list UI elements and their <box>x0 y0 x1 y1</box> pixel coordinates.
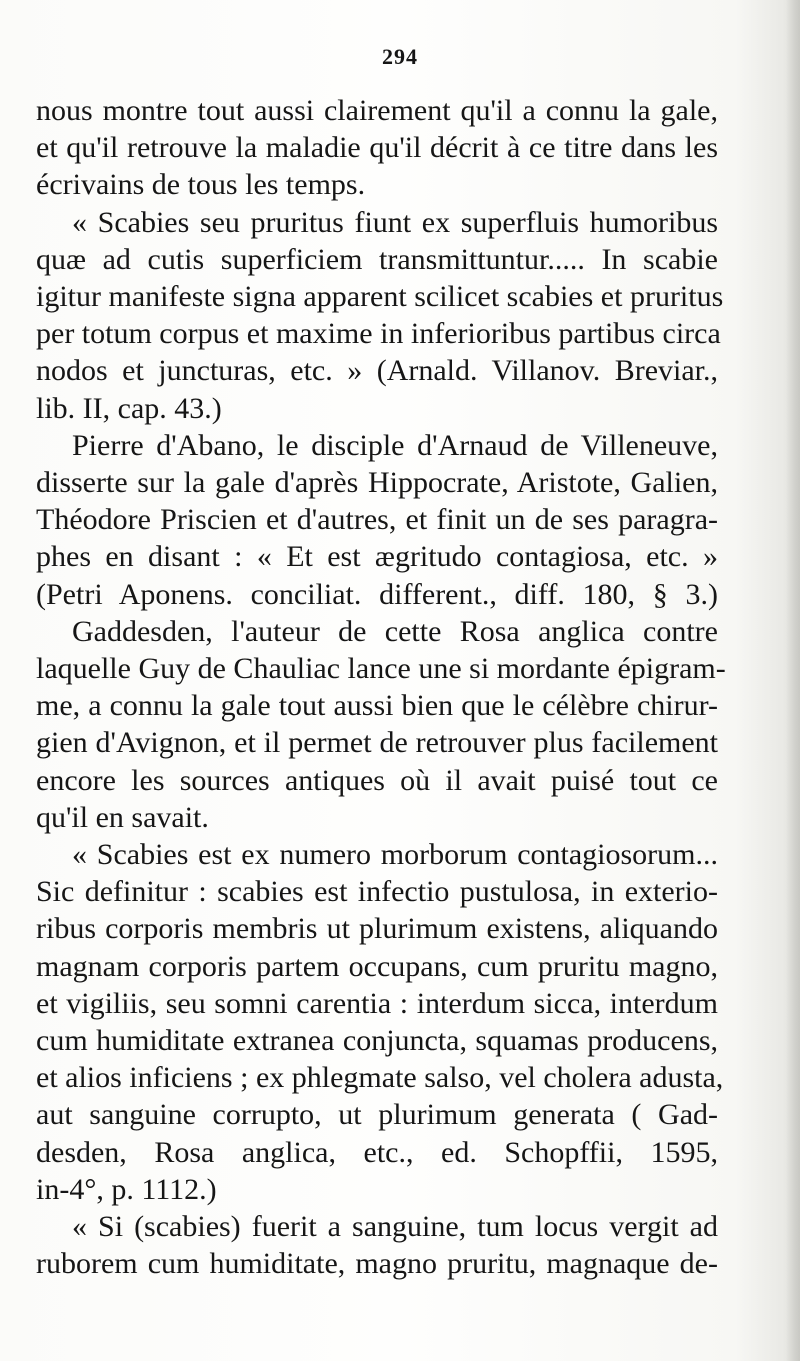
text-line: phes en disant : « Et est ægritudo contagiosa, etc. » <box>36 540 718 574</box>
page-number: 294 <box>382 44 418 69</box>
text-line: me, a connu la gale tout aussi bien que le célèbre chirur- <box>36 689 718 723</box>
page-edge-shadow <box>786 0 800 1361</box>
text-line: cum humiditate extranea conjuncta, squamas producens, <box>36 1024 718 1058</box>
text-line: et vigiliis, seu somni carentia : interdum sicca, interdum <box>36 986 718 1020</box>
text-line: lib. II, cap. 43.) <box>36 391 222 425</box>
text-line: nous montre tout aussi clairement qu'il a connu la gale, <box>36 94 718 127</box>
text-line: magnam corporis partem occupans, cum pruritu magno, <box>36 949 718 983</box>
text-line: écrivains de tous les temps. <box>36 168 366 202</box>
text-line: Gaddesden, l'auteur de cette Rosa anglica contre <box>72 614 718 648</box>
text-line: ribus corporis membris ut plurimum existens, aliquando <box>36 912 718 946</box>
text-line: gien d'Avignon, et il permet de retrouver plus facilement <box>36 726 718 760</box>
text-line: et qu'il retrouve la maladie qu'il décrit à ce titre dans les <box>36 131 718 165</box>
text-line: et alios inficiens ; ex phlegmate salso, vel cholera adusta, <box>36 1061 724 1095</box>
text-line: desden, Rosa anglica, etc., ed. Schopffii, 1595, <box>36 1135 718 1169</box>
text-line: (Petri Aponens. conciliat. different., diff. 180, § 3.) <box>36 577 718 611</box>
text-line: qu'il en savait. <box>36 800 209 834</box>
text-line: nodos et juncturas, etc. » (Arnald. Villanov. Breviar., <box>36 354 718 388</box>
text-line: encore les sources antiques où il avait puisé tout ce <box>36 763 718 797</box>
text-line: laquelle Guy de Chauliac lance une si mordante épigram- <box>36 652 726 686</box>
text-line: igitur manifeste signa apparent scilicet scabies et pruritus <box>36 280 724 314</box>
body-text <box>36 92 726 1283</box>
text-line: Sic definitur : scabies est infectio pustulosa, in exterio- <box>36 875 718 909</box>
text-line: per totum corpus et maxime in inferioribus partibus circa <box>36 317 721 351</box>
text-line: disserte sur la gale d'après Hippocrate, Aristote, Galien, <box>36 466 718 500</box>
text-line: aut sanguine corrupto, ut plurimum generata ( Gad- <box>36 1098 718 1132</box>
text-line: ruborem cum humiditate, magno pruritu, magnaque de- <box>36 1247 718 1281</box>
text-line: « Si (scabies) fuerit a sanguine, tum locus vergit ad <box>72 1210 718 1244</box>
text-line: « Scabies est ex numero morborum contagiosorum... <box>72 838 718 872</box>
text-line: quæ ad cutis superficiem transmittuntur..... In scabie <box>36 242 718 276</box>
text-line: in-4°, p. 1112.) <box>36 1172 217 1206</box>
text-line: Pierre d'Abano, le disciple d'Arnaud de Villeneuve, <box>72 428 718 462</box>
text-line: « Scabies seu pruritus fiunt ex superfluis humoribus <box>72 205 718 239</box>
text-line: Théodore Priscien et d'autres, et finit un de ses paragra- <box>36 503 718 537</box>
